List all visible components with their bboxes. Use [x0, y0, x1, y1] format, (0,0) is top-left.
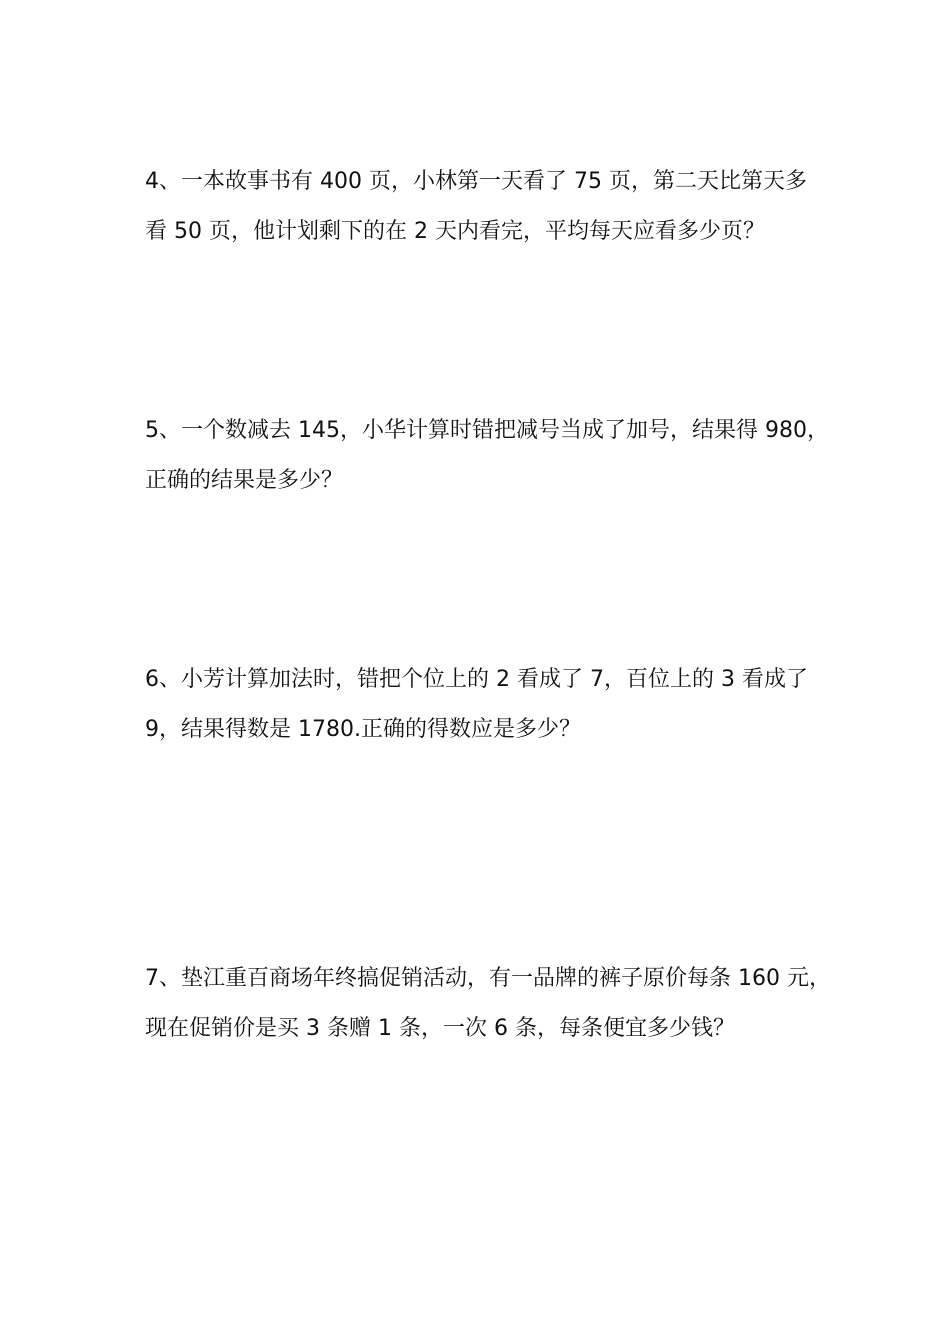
question-5-line-1: 5、一个数减去 145，小华计算时错把减号当成了加号，结果得 980， [145, 418, 829, 443]
question-4-line-1: 4、一本故事书有 400 页，小林第一天看了 75 页，第二天比第天多 [145, 169, 807, 194]
question-4-line-2: 看 50 页，他计划剩下的在 2 天内看完，平均每天应看多少页？ [145, 219, 765, 244]
question-5-line-2: 正确的结果是多少？ [145, 468, 344, 493]
question-6-line-1: 6、小芳计算加法时，错把个位上的 2 看成了 7，百位上的 3 看成了 [145, 667, 808, 692]
question-7-line-1: 7、垫江重百商场年终搞促销活动，有一品牌的裤子原价每条 160 元， [145, 966, 831, 991]
question-6-line-2: 9，结果得数是 1780.正确的得数应是多少？ [145, 717, 581, 742]
question-7-line-2: 现在促销价是买 3 条赠 1 条，一次 6 条，每条便宜多少钱？ [145, 1016, 735, 1041]
